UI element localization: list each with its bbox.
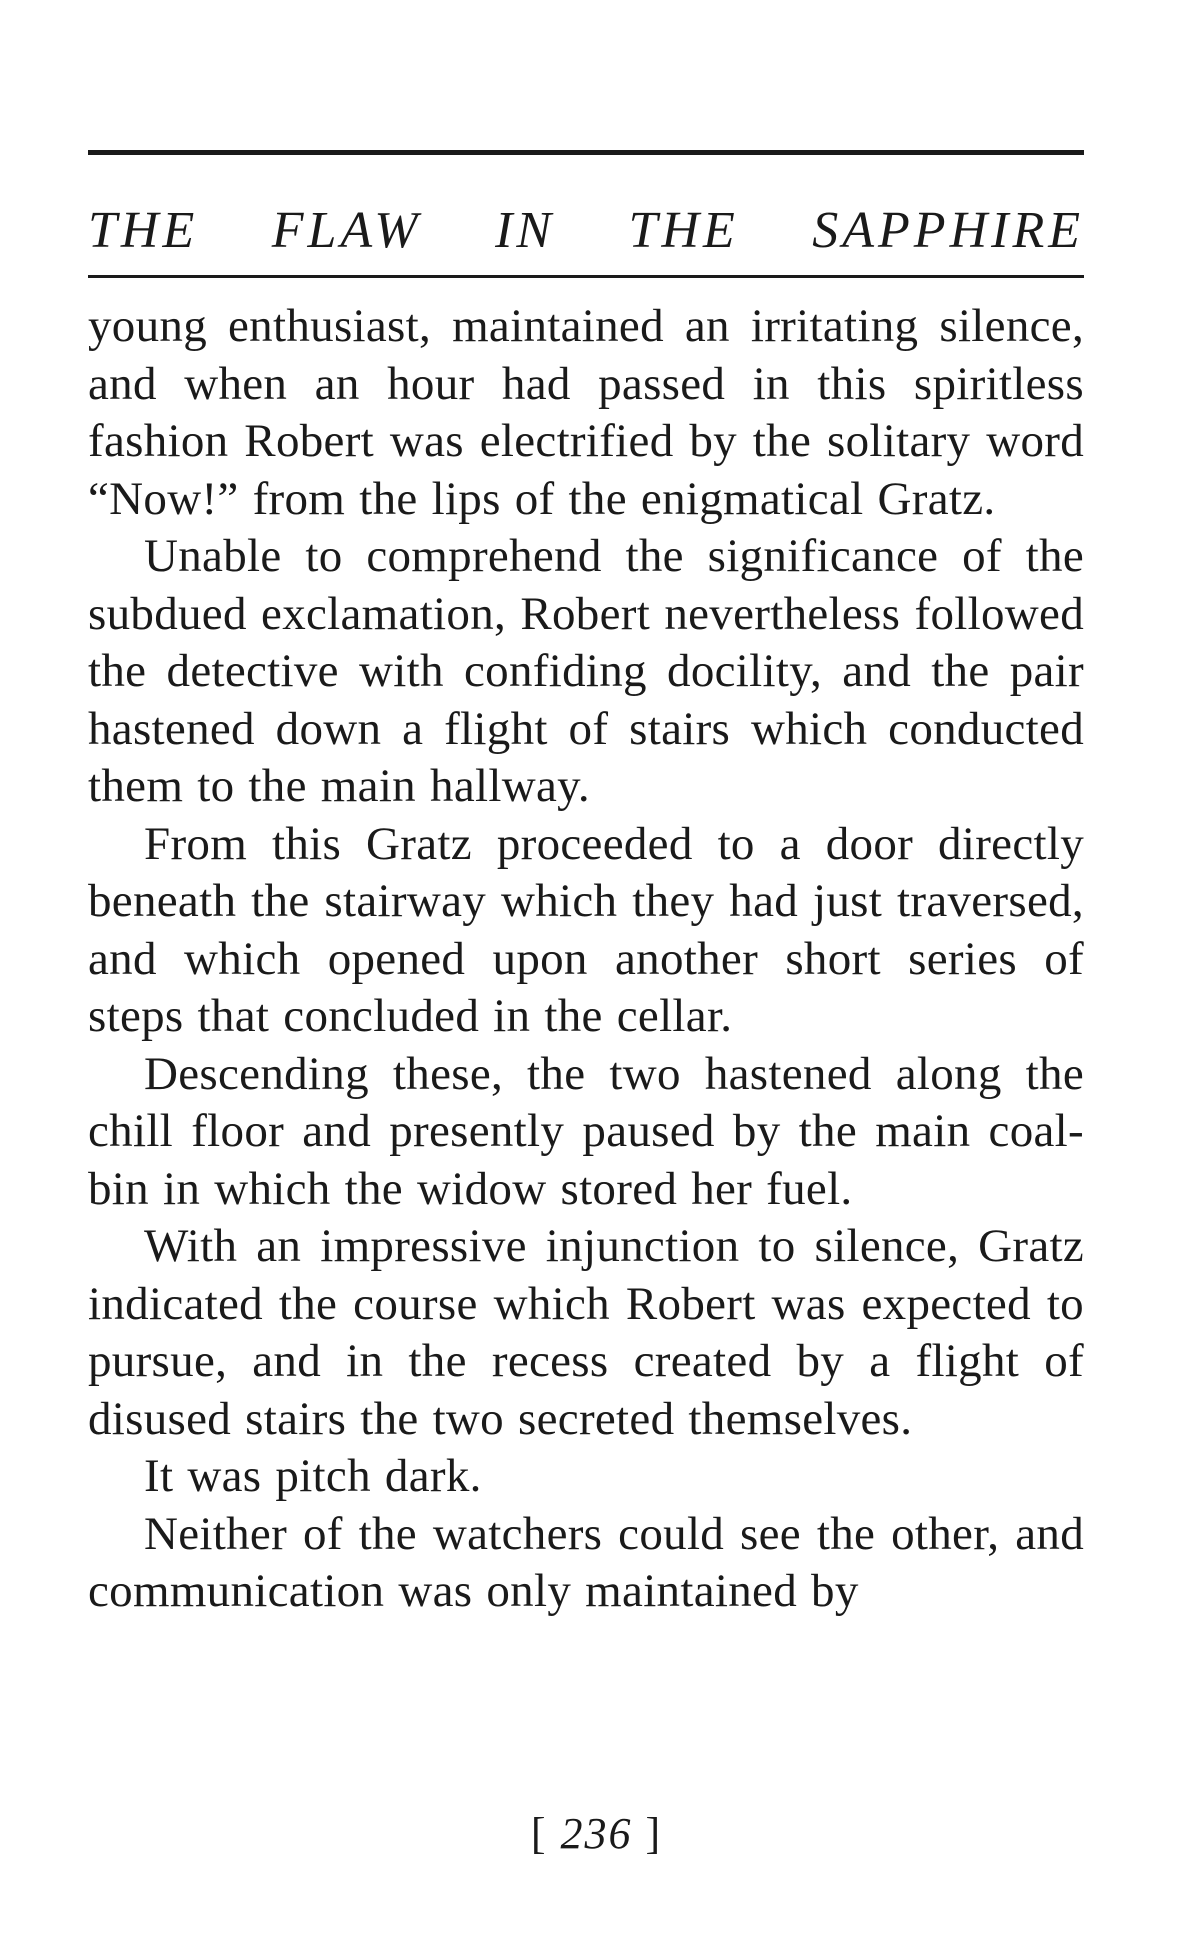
running-head-word: THE [628, 202, 739, 259]
page-number-bracket-close: ] [645, 1809, 663, 1858]
header-rule-bottom [88, 275, 1084, 278]
running-head-word: SAPPHIRE [812, 202, 1084, 259]
body-text [88, 298, 1084, 1621]
paragraph: With an impressive injunction to silence, Gratz indicated the course which Robert was expected to pursue, and in the recess created by a flight of disused stairs the two secreted themselves. [88, 1220, 1084, 1445]
paragraph: Descending these, the two hastened along the chill floor and presently paused by the main coal-bin in which the widow stored her fuel. [88, 1047, 1084, 1215]
paragraph-continued: young enthusiast, maintained an irritating silence, and when an hour had passed in this spiritless fashion Robert was electrified by the solitary word “Now!” from the lips of the enigmatical Gratz. [88, 300, 1084, 525]
page-number-bracket-open: [ [530, 1809, 548, 1858]
paragraph: From this Gratz proceeded to a door directly beneath the stairway which they had just traversed, and which opened upon another short series of steps that concluded in the cellar. [88, 817, 1084, 1042]
page-number [0, 1808, 1193, 1859]
running-head [88, 155, 1084, 275]
paragraph: Neither of the watchers could see the other, and communication was only maintained by [88, 1507, 1084, 1617]
page-number-value: 236 [560, 1809, 633, 1858]
paragraph: It was pitch dark. [144, 1450, 482, 1502]
running-head-word: THE [88, 202, 199, 259]
paragraph: Unable to comprehend the significance of the subdued exclamation, Robert nevertheless followed the detective with confiding docility, and the pair hastened down a flight of stairs which conducted them to the main hallway. [88, 530, 1084, 812]
running-head-word: FLAW [271, 202, 422, 259]
page [88, 150, 1084, 1621]
running-head-word: IN [495, 202, 556, 259]
